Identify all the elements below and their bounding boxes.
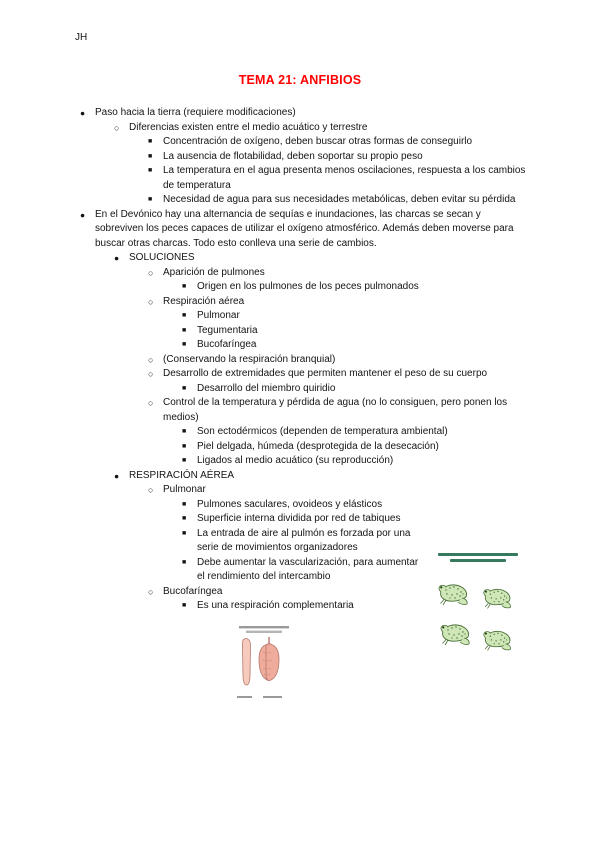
list-item-text: Concentración de oxígeno, deben buscar otras formas de conseguirlo xyxy=(163,136,473,147)
bullet-square-icon: ■ xyxy=(182,384,187,392)
bullet-circle-icon: ○ xyxy=(148,586,154,597)
list-item-text: Pulmonar xyxy=(163,484,206,495)
bullet-square-icon: ■ xyxy=(182,428,187,435)
bullet-square-icon: ■ xyxy=(182,341,187,348)
list-item xyxy=(75,483,527,498)
bullet-square-icon: ■ xyxy=(148,196,153,203)
bullet-disc-icon: ● xyxy=(114,470,120,481)
list-item xyxy=(75,164,527,193)
bullet-square-icon: ■ xyxy=(182,326,187,334)
list-item-text: En el Devónico hay una alternancia de sequías e inundaciones, las charcas se secan y sobreviven los peces capaces de utilizar el oxígeno atmosférico. Además deben moverse para buscar otras charcas. Todo esto conlleva una serie de cambios. xyxy=(95,208,514,249)
list-item xyxy=(75,193,527,208)
list-item-text: Bucofaríngea xyxy=(163,585,223,597)
list-item xyxy=(75,338,527,353)
list-item xyxy=(75,454,527,469)
bullet-disc-icon: ● xyxy=(114,253,120,263)
list-item-text: Tegumentaria xyxy=(197,324,258,336)
figure-caption-line xyxy=(246,630,282,632)
figure-caption-line xyxy=(438,553,518,556)
list-item xyxy=(75,295,527,310)
bullet-square-icon: ■ xyxy=(182,500,187,508)
list-item xyxy=(75,106,527,121)
list-item xyxy=(75,498,427,513)
list-item-text: (Conservando la respiración branquial) xyxy=(163,353,336,365)
bullet-disc-icon: ● xyxy=(80,209,86,220)
frog-ventilation-figure xyxy=(430,547,526,665)
page-title: TEMA 21: ANFIBIOS xyxy=(238,73,362,87)
bullet-square-icon: ■ xyxy=(182,283,187,290)
bullet-square-icon: ■ xyxy=(182,529,187,537)
list-item-text: Control de la temperatura y pérdida de agua (no lo consiguen, pero ponen los medios) xyxy=(163,397,508,423)
list-item-text: Desarrollo del miembro quiridio xyxy=(197,382,336,394)
list-item-text: Aparición de pulmones xyxy=(163,266,265,278)
bullet-circle-icon: ○ xyxy=(148,398,154,408)
list-item-text: Desarrollo de extremidades que permiten mantener el peso de su cuerpo xyxy=(163,368,488,379)
bullet-circle-icon: ○ xyxy=(114,122,120,133)
list-item xyxy=(75,527,427,556)
list-item xyxy=(75,121,527,136)
page-header-initials: JH xyxy=(75,32,88,43)
bullet-square-icon: ■ xyxy=(148,152,153,160)
figure-caption-line xyxy=(450,559,506,562)
list-item-text: SOLUCIONES xyxy=(129,252,195,263)
list-item-text: La ausencia de flotabilidad, deben soportar su propio peso xyxy=(163,150,423,162)
list-item xyxy=(75,280,527,295)
list-item xyxy=(75,396,527,425)
list-item xyxy=(75,512,427,527)
list-item xyxy=(75,266,527,281)
list-item-text: RESPIRACIÓN AÉREA xyxy=(129,469,235,481)
bullet-circle-icon: ○ xyxy=(148,267,154,278)
bullet-circle-icon: ○ xyxy=(148,369,154,379)
frog-ventilation-illustration xyxy=(430,547,526,665)
figure-label-line xyxy=(237,696,252,698)
bullet-square-icon: ■ xyxy=(148,138,153,145)
bullet-circle-icon: ○ xyxy=(148,485,154,495)
bullet-square-icon: ■ xyxy=(148,167,153,174)
list-item-text: Debe aumentar la vascularización, para aumentar el rendimiento del intercambio xyxy=(197,556,419,582)
list-item-text: Bucofaríngea xyxy=(197,339,257,350)
amphibian-lungs-figure xyxy=(225,624,303,704)
figure-caption-line xyxy=(239,626,289,628)
list-item-text: Necesidad de agua para sus necesidades metabólicas, deben evitar su pérdida xyxy=(163,194,516,205)
list-item xyxy=(75,208,527,252)
bullet-square-icon: ■ xyxy=(182,442,187,450)
amphibian-lungs-illustration xyxy=(225,624,303,704)
bullet-square-icon: ■ xyxy=(182,602,187,609)
bullet-circle-icon: ○ xyxy=(148,354,154,365)
list-item xyxy=(75,324,527,339)
list-item xyxy=(75,382,527,397)
list-item xyxy=(75,135,527,150)
list-item-text: Pulmones saculares, ovoideos y elásticos xyxy=(197,498,383,510)
bullet-square-icon: ■ xyxy=(182,312,187,319)
bullet-square-icon: ■ xyxy=(182,457,187,464)
figure-label-line xyxy=(263,696,282,698)
list-item xyxy=(75,440,527,455)
list-item-text: Origen en los pulmones de los peces pulmonados xyxy=(197,281,419,292)
list-item-text: Superficie interna dividida por red de tabiques xyxy=(197,513,401,524)
list-item-text: La temperatura en el agua presenta menos oscilaciones, respuesta a los cambios de temperatura xyxy=(163,165,526,191)
list-item-text: Paso hacia la tierra (requiere modificaciones) xyxy=(95,107,296,118)
list-item xyxy=(75,251,527,266)
list-item-text: Pulmonar xyxy=(197,310,240,321)
list-item-text: La entrada de aire al pulmón es forzada por una serie de movimientos organizadores xyxy=(197,527,411,553)
list-item xyxy=(75,469,527,484)
list-item xyxy=(75,353,527,368)
bullet-disc-icon: ● xyxy=(80,108,86,118)
list-item-text: Respiración aérea xyxy=(163,295,245,307)
list-item xyxy=(75,556,427,585)
list-item xyxy=(75,309,527,324)
list-item xyxy=(75,150,527,165)
list-item-text: Es una respiración complementaria xyxy=(197,600,354,611)
list-item-text: Son ectodérmicos (dependen de temperatura ambiental) xyxy=(197,426,448,437)
bullet-square-icon: ■ xyxy=(182,558,187,566)
bullet-circle-icon: ○ xyxy=(148,296,154,307)
list-item-text: Diferencias existen entre el medio acuático y terrestre xyxy=(129,121,368,133)
list-item-text: Piel delgada, húmeda (desprotegida de la desecación) xyxy=(197,440,439,452)
list-item xyxy=(75,425,527,440)
list-item xyxy=(75,367,527,382)
bullet-square-icon: ■ xyxy=(182,515,187,522)
list-item-text: Ligados al medio acuático (su reproducción) xyxy=(197,455,394,466)
